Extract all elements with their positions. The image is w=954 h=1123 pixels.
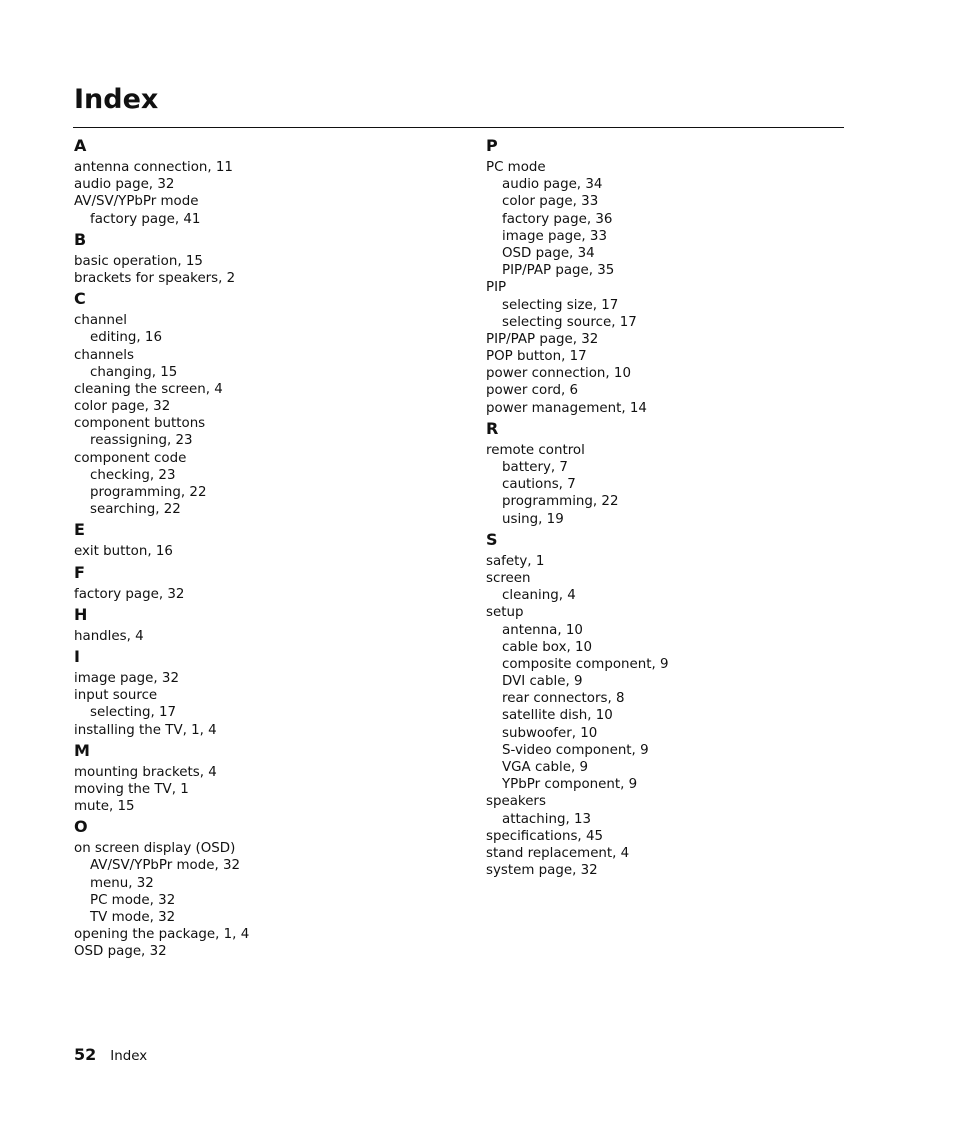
index-entry: channel [74, 313, 127, 329]
index-entry: power management, 14 [486, 400, 647, 416]
index-subentry: factory page, 41 [90, 211, 201, 227]
index-entry: PIP [486, 280, 507, 296]
page-title: Index [74, 84, 159, 115]
index-entry: OSD page, 32 [74, 944, 167, 960]
index-entry: component code [74, 450, 187, 466]
index-entry: safety, 1 [486, 553, 545, 569]
index-subentry: searching, 22 [90, 502, 181, 518]
index-entry: AV/SV/YPbPr mode [74, 194, 199, 210]
index-entry: handles, 4 [74, 628, 144, 644]
index-subentry: programming, 22 [502, 494, 619, 510]
index-entry: moving the TV, 1 [74, 781, 189, 797]
index-entry: system page, 32 [486, 863, 598, 879]
index-entry: power cord, 6 [486, 383, 579, 399]
index-entry: PIP/PAP page, 32 [486, 331, 599, 347]
index-subentry: AV/SV/YPbPr mode, 32 [90, 858, 241, 874]
index-subentry: composite component, 9 [502, 656, 669, 672]
index-subentry: audio page, 34 [502, 177, 603, 193]
index-group-a [74, 134, 434, 228]
index-entry: screen [486, 570, 531, 586]
index-group-o [74, 815, 434, 960]
index-subentry: PC mode, 32 [90, 892, 176, 908]
index-subentry: cable box, 10 [502, 639, 593, 655]
index-subentry: satellite dish, 10 [502, 708, 613, 724]
index-letter-heading: B [74, 229, 87, 249]
index-subentry: DVI cable, 9 [502, 674, 583, 690]
footer-label: Index [110, 1049, 148, 1064]
index-group-h [74, 603, 434, 645]
index-subentry: menu, 32 [90, 875, 154, 891]
index-entry: specifications, 45 [486, 828, 603, 844]
index-group-m [74, 739, 434, 816]
index-entry: PC mode [486, 160, 546, 175]
index-entry: audio page, 32 [74, 177, 175, 193]
index-letter-heading: P [486, 136, 498, 155]
index-group-s [486, 528, 846, 880]
index-letter-heading: O [74, 817, 88, 837]
index-entry: installing the TV, 1, 4 [74, 722, 217, 738]
index-column-right [486, 134, 846, 879]
index-entry: exit button, 16 [74, 544, 173, 560]
index-entry: factory page, 32 [74, 586, 185, 602]
index-entry: cleaning the screen, 4 [74, 381, 223, 397]
index-subentry: changing, 15 [90, 364, 178, 380]
index-subentry: subwoofer, 10 [502, 725, 598, 741]
index-subentry: cautions, 7 [502, 477, 576, 493]
index-subentry: cleaning, 4 [502, 588, 576, 604]
index-entry: mounting brackets, 4 [74, 764, 217, 780]
index-entry: component buttons [74, 416, 206, 432]
index-entry: antenna connection, 11 [74, 160, 233, 175]
page-footer [74, 1044, 147, 1066]
index-letter-heading: H [74, 604, 88, 624]
index-letter-heading: C [74, 289, 86, 309]
index-subentry: image page, 33 [502, 228, 607, 244]
index-column-left [74, 134, 434, 961]
index-subentry: editing, 16 [90, 330, 162, 346]
index-subentry: factory page, 36 [502, 211, 613, 227]
index-group-r [486, 417, 846, 528]
index-subentry: selecting source, 17 [502, 314, 637, 330]
index-subentry: rear connectors, 8 [502, 691, 625, 707]
index-subentry: PIP/PAP page, 35 [502, 263, 615, 279]
index-subentry: TV mode, 32 [90, 910, 176, 925]
index-group-e [74, 518, 434, 560]
index-entry: color page, 32 [74, 399, 171, 415]
page-number: 52 [74, 1045, 97, 1064]
index-entry: image page, 32 [74, 670, 179, 686]
index-subentry: S-video component, 9 [502, 742, 649, 758]
index-letter-heading: M [74, 740, 90, 760]
index-entry: setup [486, 605, 524, 621]
index-subentry: reassigning, 23 [90, 433, 193, 449]
index-entry: speakers [486, 794, 546, 810]
index-subentry: attaching, 13 [502, 811, 592, 827]
index-entry: on screen display (OSD) [74, 841, 236, 857]
index-subentry: color page, 33 [502, 194, 599, 210]
index-entry: channels [74, 347, 134, 363]
index-letter-heading: F [74, 562, 85, 582]
index-entry: basic operation, 15 [74, 253, 203, 269]
index-subentry: YPbPr component, 9 [502, 777, 638, 793]
index-letter-heading: I [74, 646, 80, 666]
index-entry: POP button, 17 [486, 349, 587, 365]
index-group-b [74, 228, 434, 287]
index-group-f [74, 561, 434, 603]
index-entry: input source [74, 688, 158, 704]
index-subentry: OSD page, 34 [502, 245, 595, 261]
index-letter-heading: S [486, 529, 498, 549]
index-group-i [74, 645, 434, 739]
index-entry: mute, 15 [74, 799, 135, 815]
index-entry: power connection, 10 [486, 366, 631, 382]
index-entry: opening the package, 1, 4 [74, 927, 250, 943]
index-subentry: using, 19 [502, 511, 564, 527]
index-subentry: VGA cable, 9 [502, 760, 589, 775]
index-subentry: antenna, 10 [502, 622, 583, 638]
index-entry: stand replacement, 4 [486, 845, 630, 861]
index-letter-heading: A [74, 136, 87, 155]
index-group-c [74, 287, 434, 518]
index-entry: remote control [486, 442, 585, 458]
index-subentry: selecting, 17 [90, 705, 177, 721]
title-divider [73, 127, 844, 128]
index-entry: brackets for speakers, 2 [74, 270, 236, 286]
index-subentry: programming, 22 [90, 485, 207, 500]
index-subentry: checking, 23 [90, 467, 176, 483]
index-subentry: selecting size, 17 [502, 297, 619, 313]
index-letter-heading: E [74, 520, 85, 540]
index-subentry: battery, 7 [502, 460, 568, 475]
index-letter-heading: R [486, 418, 499, 438]
index-group-p [486, 134, 846, 417]
